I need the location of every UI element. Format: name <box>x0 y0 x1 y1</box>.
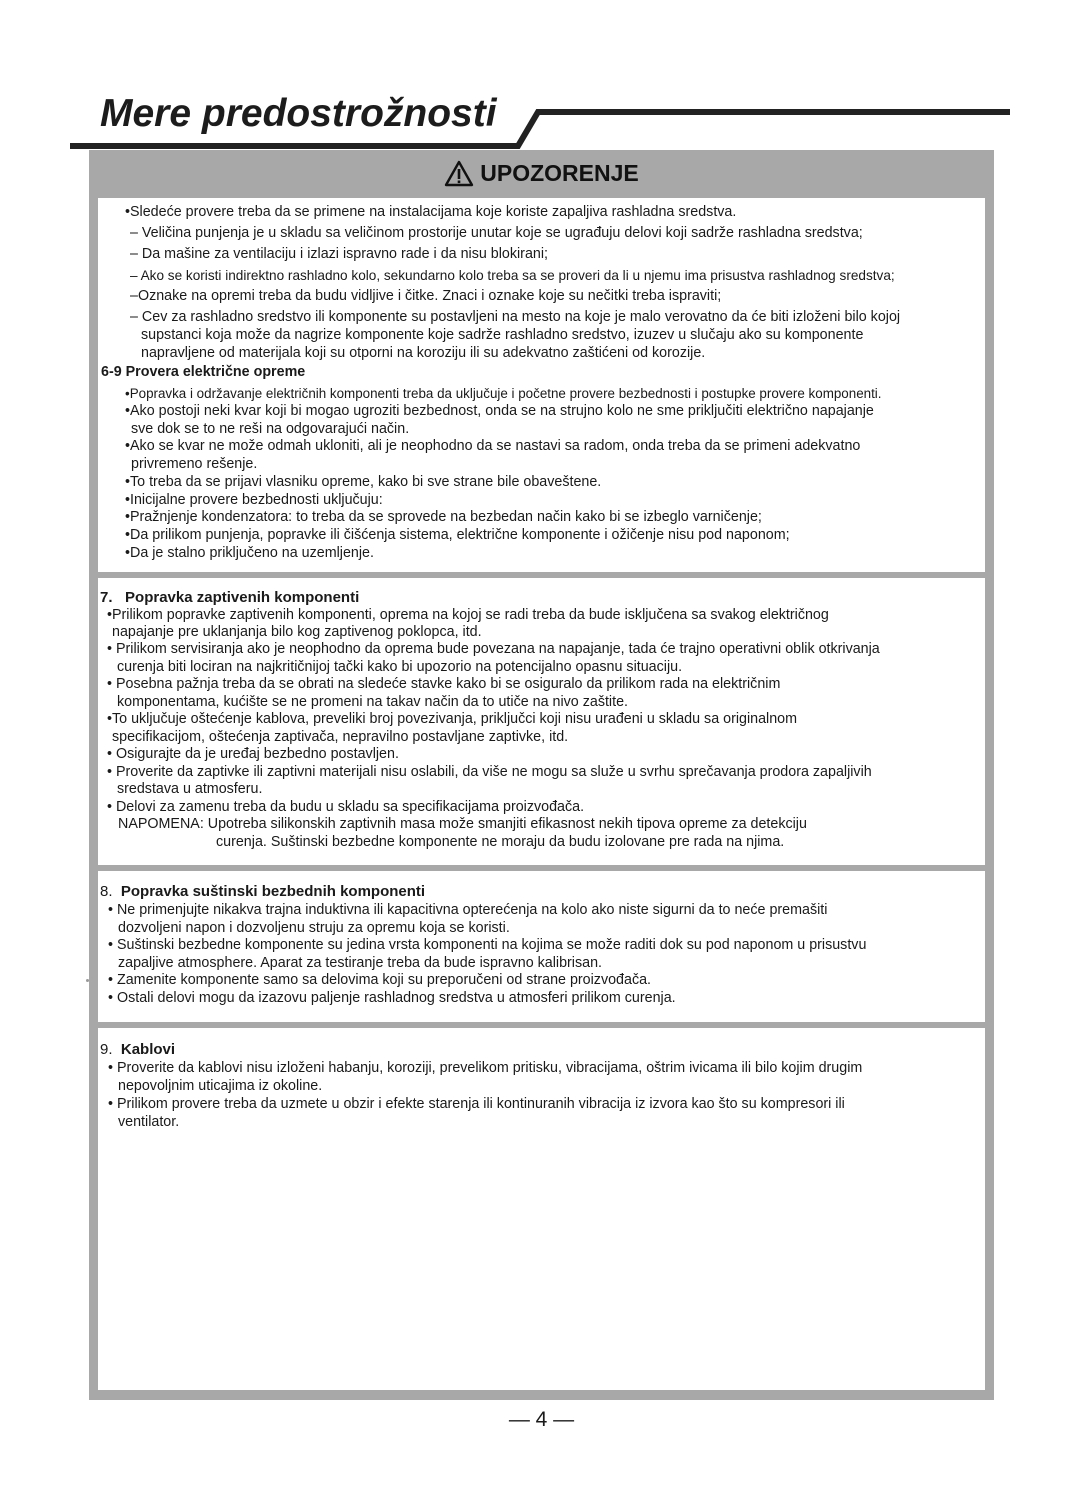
section-8-heading <box>100 883 425 901</box>
subsection-heading: 6-9 Provera električne opreme <box>101 364 306 380</box>
panel-flammable-checks <box>98 198 985 572</box>
section-9-heading <box>100 1041 175 1059</box>
section-7-line: napajanje pre uklanjanja bilo kog zaptivenog poklopca, itd. <box>112 624 482 640</box>
subsection-line: •Da je stalno priključeno na uzemljenje. <box>125 545 374 561</box>
section-8-line: dozvoljeni napon i dozvoljenu struju za opremu koja se koristi. <box>118 920 510 936</box>
title-rule <box>0 0 1083 160</box>
section-9-title: Kablovi <box>120 1041 176 1058</box>
block1-pipe-line: napravljene od materijala koji su otporni na koroziju ili su adekvatno zaštićeni od korozije. <box>141 345 706 361</box>
block1-item: –Oznake na opremi treba da budu vidljive i čitke. Znaci i oznake koje su nečitki treba ispraviti; <box>130 288 722 304</box>
section-9-line: nepovoljnim uticajima iz okoline. <box>118 1078 323 1094</box>
section-7-line: • Prilikom servisiranja ako je neophodno da oprema bude povezana na napajanje, tada će trajno operativni oblik otkrivanja <box>107 641 880 657</box>
section-8-line: • Zamenite komponente samo sa delovima koji su preporučeni od strane proizvođača. <box>108 972 652 988</box>
section-7-number: 7. <box>100 589 113 606</box>
section-7-line: • Posebna pažnja treba da se obrati na sledeće stavke kako bi se osiguralo da prilikom rada na električnim <box>107 676 781 692</box>
warning-frame <box>89 150 994 1400</box>
section-7-note: curenja. Suštinski bezbedne komponente ne moraju da budu izolovane pre rada na njima. <box>216 834 785 850</box>
subsection-line: •Da prilikom punjenja, popravke ili čišćenja sistema, električne komponente i ožičenje nisu pod naponom; <box>125 527 790 543</box>
section-9-line: ventilator. <box>118 1114 180 1130</box>
section-8-title: Popravka suštinski bezbednih komponenti <box>120 883 426 900</box>
margin-mark <box>86 979 89 982</box>
section-7-note: NAPOMENA: Upotreba silikonskih zaptivnih masa može smanjiti efikasnost nekih tipova opreme za detekciju <box>118 816 807 832</box>
panel-section-8 <box>98 871 985 1022</box>
warning-heading: UPOZORENJE <box>480 160 639 186</box>
subsection-line: •Pražnjenje kondenzatora: to treba da se sprovede na bezbedan način kako bi se izbeglo varničenje; <box>125 509 762 525</box>
section-7-line: • Delovi za zamenu treba da budu u skladu sa specifikacijama proizvođača. <box>107 799 585 815</box>
section-7-line: • Proverite da zaptivke ili zaptivni materijali nisu oslabili, da više ne mogu sa služe u svrhu sprečavanja prodora zapaljivih <box>107 764 872 780</box>
section-8-line: • Ostali delovi mogu da izazovu paljenje rashladnog sredstva u atmosferi prilikom curenja. <box>108 990 676 1006</box>
section-8-number: 8. <box>100 883 113 900</box>
section-7-line: sredstava u atmosferu. <box>117 781 263 797</box>
section-7-line: specifikacijom, oštećenja zaptivača, nepravilno postavljane zaptivke, itd. <box>112 729 569 745</box>
block1-item: – Da mašine za ventilaciju i izlazi ispravno rade i da nisu blokirani; <box>130 246 548 262</box>
section-7-line: • Osigurajte da je uređaj bezbedno postavljen. <box>107 746 399 762</box>
section-9-line: • Prilikom provere treba da uzmete u obzir i efekte starenja ili kontinuranih vibracija iz izvora kao što su kompresori ili <box>108 1096 845 1112</box>
section-8-line: • Ne primenjujte nikakva trajna induktivna ili kapacitivna opterećenja na kolo ako niste sigurni da to neće premašiti <box>108 902 828 918</box>
section-9-line: • Proverite da kablovi nisu izloženi habanju, koroziji, prevelikom pritisku, vibracijama, oštrim ivicama ili bilo kojim drugim <box>108 1060 863 1076</box>
block1-pipe-line: supstanci koja može da nagrize komponente koje sadrže rashladno sredstvo, izuzev u slučaju ako su komponente <box>141 327 864 343</box>
subsection-line: privremeno rešenje. <box>131 456 258 472</box>
section-8-line: • Suštinski bezbedne komponente su jedina vrsta komponenti na kojima se može raditi dok su pod naponom u prisustvu <box>108 937 867 953</box>
subsection-line: •To treba da se prijavi vlasniku opreme, kako bi sve strane bile obaveštene. <box>125 474 602 490</box>
panel-section-7 <box>98 578 985 865</box>
subsection-line: •Popravka i održavanje električnih komponenti treba da uključuje i početne provere bezbednosti i postupke provere komponenti. <box>125 386 882 401</box>
block1-intro: •Sledeće provere treba da se primene na instalacijama koje koriste zapaljiva rashladna sredstva. <box>125 204 737 220</box>
block1-pipe-line: – Cev za rashladno sredstvo ili komponente su postavljeni na mesto na koje je malo verovatno da će biti izloženi bilo kojoj <box>130 309 901 325</box>
page-number: — 4 — <box>508 1408 575 1431</box>
subsection-line: sve dok se to ne reši na odgovarajući način. <box>131 421 410 437</box>
block1-item: – Veličina punjenja je u skladu sa veličinom prostorije unutar koje se ugrađuju delovi koji sadrže rashladna sredstva; <box>130 225 863 241</box>
section-7-line: •Prilikom popravke zaptivenih komponenti, oprema na kojoj se radi treba da bude isključena sa svakog električnog <box>107 607 829 623</box>
panel-section-9 <box>98 1028 985 1390</box>
section-7-heading <box>100 589 359 607</box>
subsection-line: •Inicijalne provere bezbednosti uključuju: <box>125 492 383 508</box>
block1-item: – Ako se koristi indirektno rashladno kolo, sekundarno kolo treba sa se proveri da li u njemu ima prisustva rashladnog sredstva; <box>130 268 895 283</box>
page-title: Mere predostrožnosti <box>100 92 497 135</box>
section-7-line: •To uključuje oštećenje kablova, preveliki broj povezivanja, priključci koji nisu urađeni u skladu sa originalnom <box>107 711 798 727</box>
section-7-line: curenja biti lociran na najkritičnijoj tački kako bi upozorio na potencijalno opasnu situaciju. <box>117 659 683 675</box>
subsection-line: •Ako postoji neki kvar koji bi mogao ugroziti bezbednost, onda se na strujno kolo ne sme priključiti električno napajanje <box>125 403 874 419</box>
section-7-line: komponentama, kućište se ne promeni na takav način da to utiče na nivo zaštite. <box>117 694 629 710</box>
subsection-line: •Ako se kvar ne može odmah ukloniti, ali je neophodno da se nastavi sa radom, onda treba da se primeni adekvatno <box>125 438 861 454</box>
section-9-number: 9. <box>100 1041 113 1058</box>
section-8-line: zapaljive atmosphere. Aparat za testiranje treba da bude ispravno kalibrisan. <box>118 955 602 971</box>
section-7-title: Popravka zaptivenih komponenti <box>125 589 360 606</box>
warning-triangle-icon <box>444 160 474 187</box>
warning-header <box>89 150 994 197</box>
